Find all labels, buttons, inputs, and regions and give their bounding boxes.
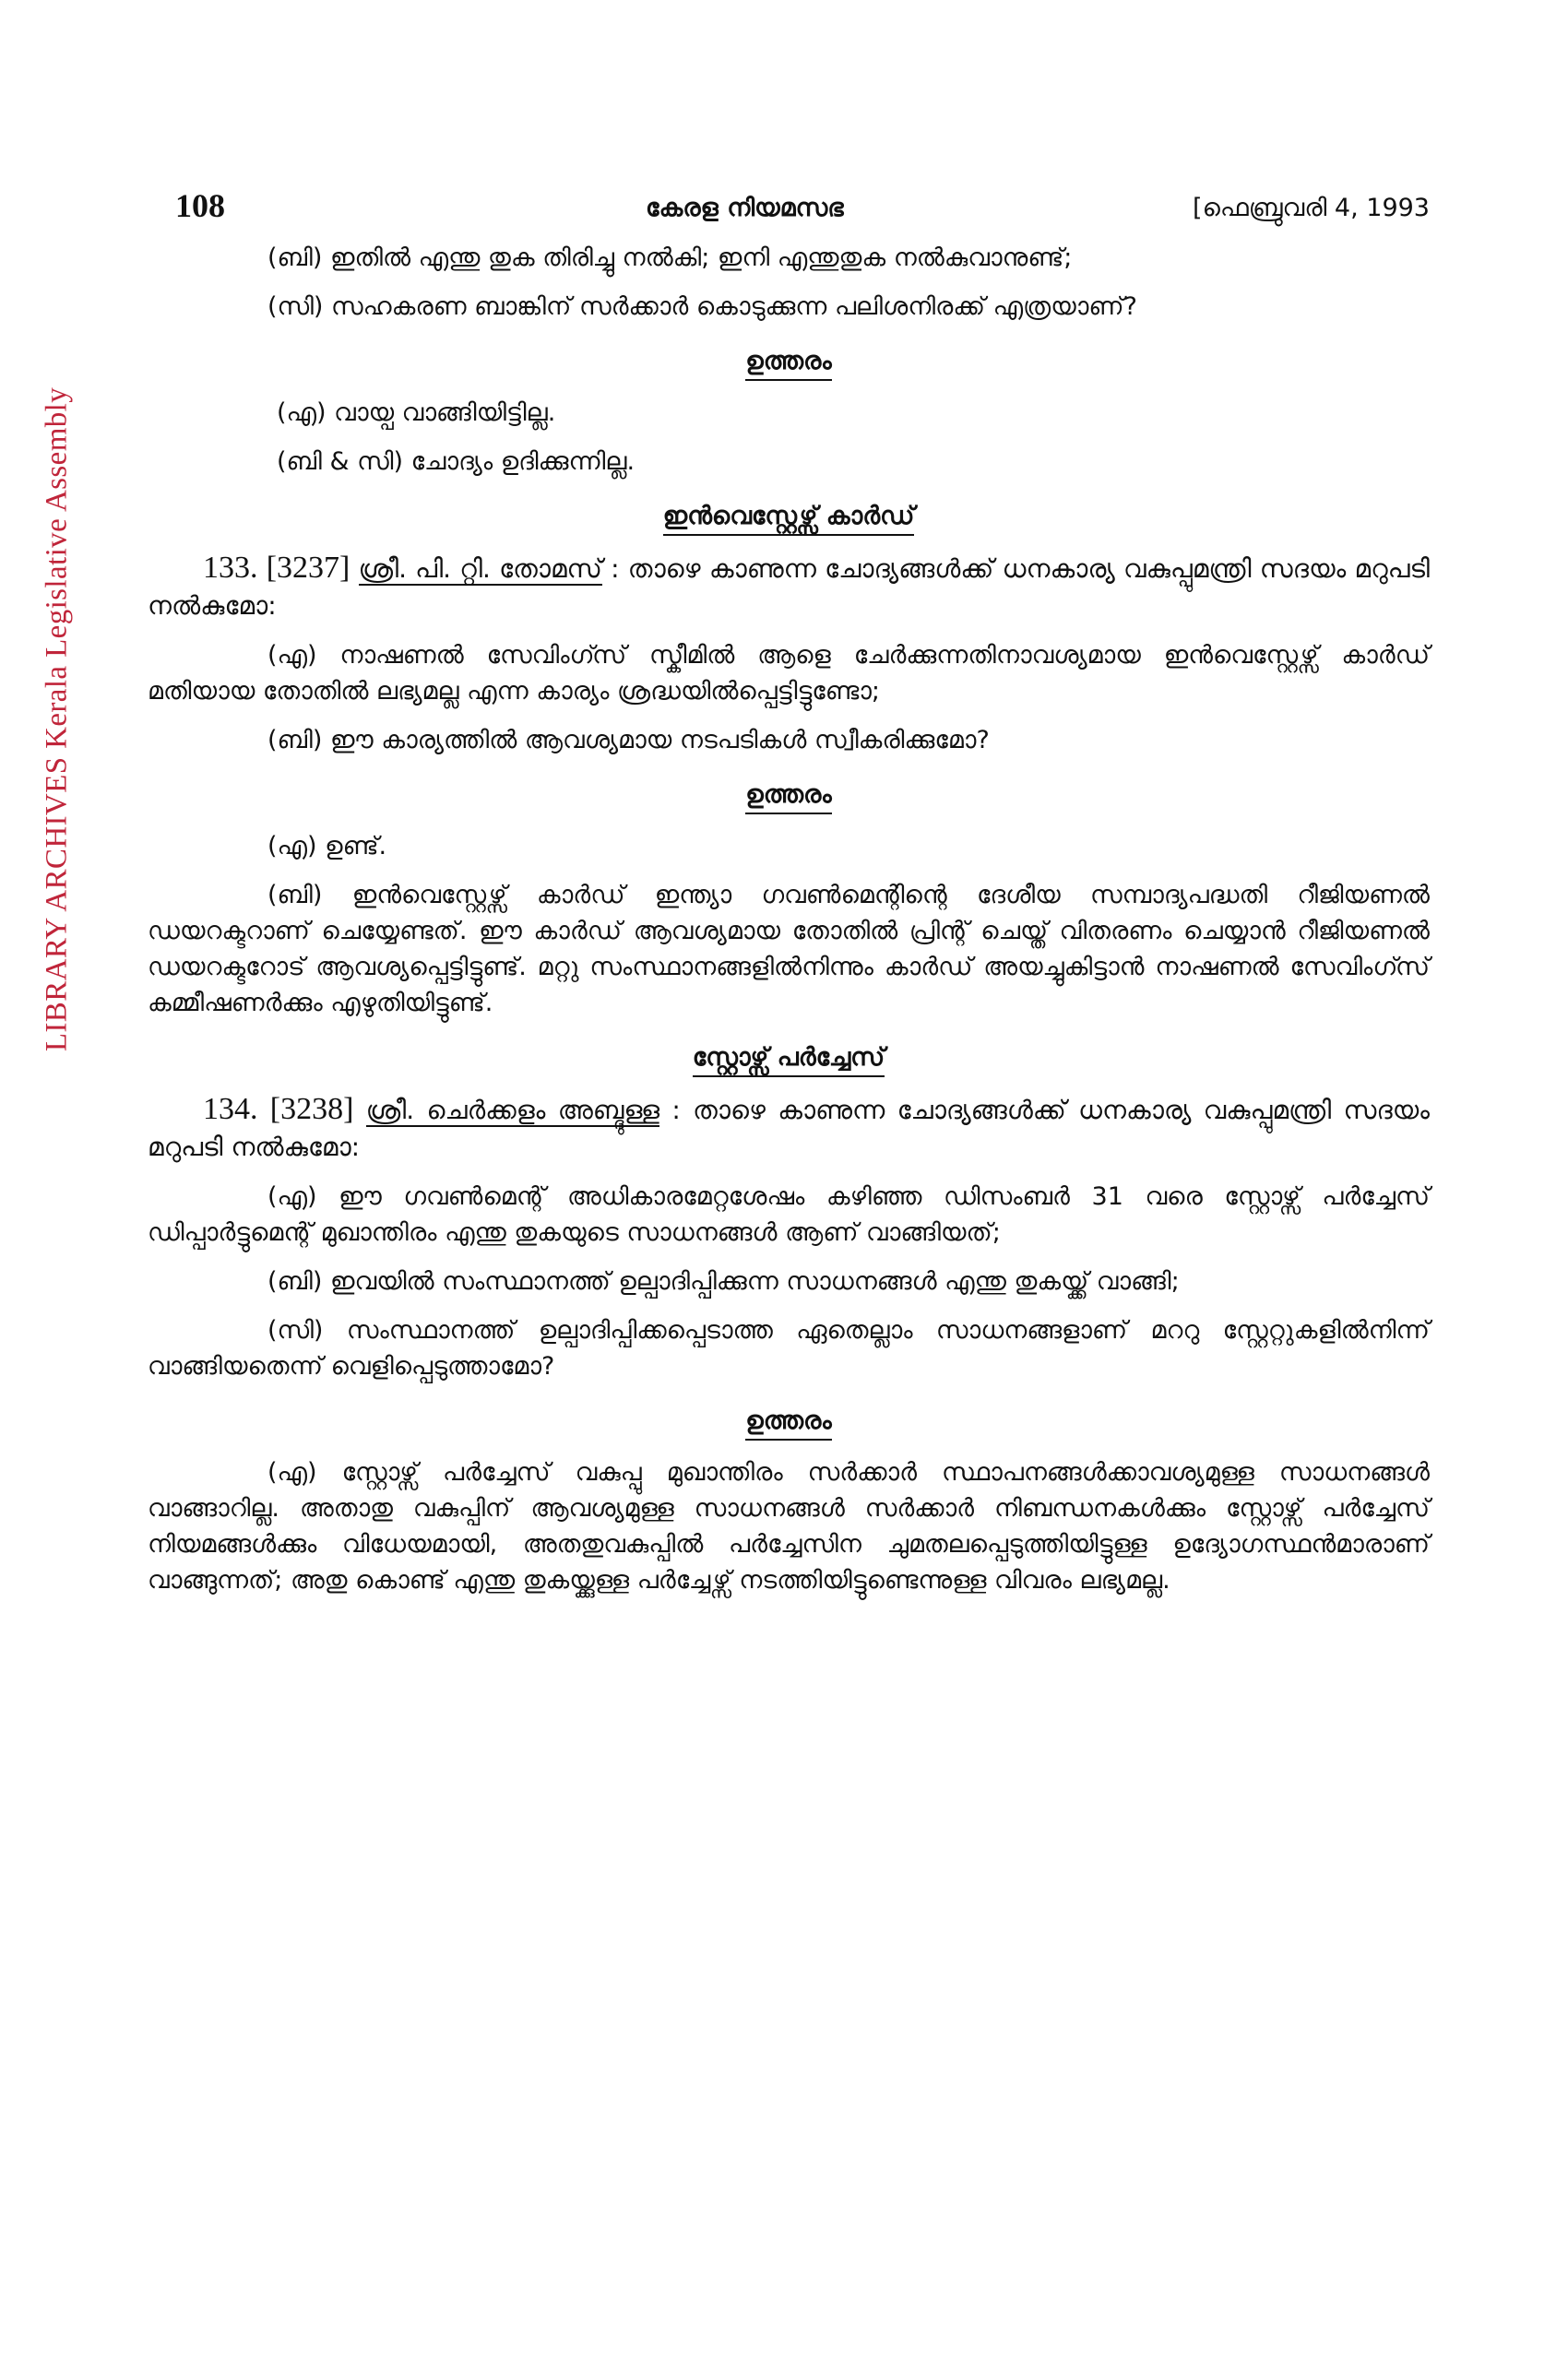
archive-watermark: LIBRARY ARCHIVES Kerala Legislative Assembly <box>40 386 74 1052</box>
question-part-b: (ബി) ഇതിൽ എന്തു തുക തിരിച്ചു നൽകി; ഇനി എന്തുതുക നൽകുവാനുണ്ട്; <box>267 243 1073 272</box>
question-number: 134. <box>203 1092 258 1126</box>
page-date: [ഫെബ്രുവരി 4, 1993 <box>1193 194 1430 222</box>
section-heading-stores-purchase: സ്റ്റോഴ്സ് പർച്ചേസ് <box>148 1043 1430 1073</box>
question-133-part-b: (ബി) ഈ കാര്യത്തിൽ ആവശ്യമായ നടപടികൾ സ്വീകരിക്കുമോ? <box>267 726 990 754</box>
section-heading-investors-card: ഇൻവെസ്റ്റേഴ്സ് കാർഡ് <box>148 502 1430 531</box>
answer-133-part-a: (എ) ഉണ്ട്. <box>267 832 387 860</box>
question-134-intro <box>148 1091 1430 1166</box>
answer-part-bc: (ബി & സി) ചോദ്യം ഉദിക്കുന്നില്ല. <box>277 447 636 476</box>
answer-heading: ഉത്തരം <box>148 347 1430 376</box>
question-133-intro <box>148 550 1430 624</box>
answer-134-part-a: (എ) സ്റ്റോഴ്സ് പർച്ചേസ് വകുപ്പു മുഖാന്തിരം സർക്കാർ സ്ഥാപനങ്ങൾക്കാവശ്യമുള്ള സാധനങ്ങൾ വാങ്ങാറില്ല. അതാതു വകുപ്പിന് ആവശ്യമുള്ള സാധനങ്ങൾ സർക്കാർ നിബന്ധനകൾക്കും സ്റ്റോഴ്സ് പർച്ചേസ് നിയമങ്ങൾക്കും വിധേയമായി, അതതുവകുപ്പിൽ പർച്ചേസിന ചുമതലപ്പെടുത്തിയിട്ടുള്ള ഉദ്യോഗസ്ഥൻമാരാണ് വാങ്ങുന്നത്; അതു കൊണ്ട് എന്തു തുകയ്ക്കുള്ള പർച്ചേഴ്സ് നടത്തിയിട്ടുണ്ടെന്നുള്ള വിവരം ലഭ്യമല്ല. <box>148 1458 1430 1595</box>
question-134-part-a: (എ) ഈ ഗവൺമെന്റ് അധികാരമേറ്റശേഷം കഴിഞ്ഞ ഡിസംബർ 31 വരെ സ്റ്റോഴ്സ് പർച്ചേസ് ഡിപ്പാർട്ടുമെന്റ് മുഖാന്തിരം എന്തു തുകയുടെ സാധനങ്ങൾ ആണ് വാങ്ങിയത്; <box>148 1182 1430 1247</box>
question-part-c: (സി) സഹകരണ ബാങ്കിന് സർക്കാർ കൊടുക്കുന്ന പലിശനിരക്ക് എത്രയാണ്? <box>267 292 1137 321</box>
publication-title: കേരള നിയമസഭ <box>646 194 844 222</box>
question-intro-text: : താഴെ കാണുന്ന ചോദ്യങ്ങൾക്ക് ധനകാര്യ വകുപ്പുമന്ത്രി സദയം മറുപടി നൽകുമോ: <box>148 1095 1431 1162</box>
question-number: 133. <box>203 551 258 585</box>
running-header <box>148 184 1430 240</box>
answer-133-part-b: (ബി) ഇൻവെസ്റ്റേഴ്സ് കാർഡ് ഇന്ത്യാ ഗവൺമെന്റിന്റെ ദേശീയ സമ്പാദ്യപദ്ധതി റീജിയണൽ ഡയറക്ടറാണ് ചെയ്യേണ്ടത്. ഈ കാർഡ് ആവശ്യമായ തോതിൽ പ്രിന്റ് ചെയ്ത് വിതരണം ചെയ്യാൻ റീജിയണൽ ഡയറക്ടറോട് ആവശ്യപ്പെട്ടിട്ടുണ്ട്. മറ്റു സംസ്ഥാനങ്ങളിൽനിന്നും കാർഡ് അയച്ചുകിട്ടാൻ നാഷണൽ സേവിംഗ്സ് കമ്മീഷണർക്കും എഴുതിയിട്ടുണ്ട്. <box>148 881 1430 1017</box>
question-intro-text: : താഴെ കാണുന്ന ചോദ്യങ്ങൾക്ക് ധനകാര്യ വകുപ്പുമന്ത്രി സദയം മറുപടി നൽകുമോ: <box>148 553 1430 621</box>
answer-part-a: (എ) വായ്പ വാങ്ങിയിട്ടില്ല. <box>277 398 556 427</box>
question-ref: [3237] <box>266 551 350 585</box>
page-content <box>148 184 1430 1598</box>
member-name: ശ്രീ. ചെർക്കളം അബ്ദുള്ള <box>365 1095 660 1125</box>
member-name: ശ്രീ. പി. റ്റി. തോമസ് <box>358 553 602 584</box>
question-134-part-c: (സി) സംസ്ഥാനത്ത് ഉല്പാദിപ്പിക്കപ്പെടാത്ത ഏതെല്ലാം സാധനങ്ങളാണ് മററു സ്റ്റേറ്റുകളിൽനിന്ന് വാങ്ങിയതെന്ന് വെളിപ്പെടുത്താമോ? <box>148 1316 1430 1381</box>
question-133-part-a: (എ) നാഷണൽ സേവിംഗ്സ് സ്കീമിൽ ആളെ ചേർക്കുന്നതിനാവശ്യമായ ഇൻവെസ്റ്റേഴ്സ് കാർഡ് മതിയായ തോതിൽ ലഭ്യമല്ല എന്ന കാര്യം ശ്രദ്ധയിൽപ്പെട്ടിട്ടുണ്ടോ; <box>148 641 1430 706</box>
answer-heading: ഉത്തരം <box>148 1406 1430 1436</box>
question-ref: [3238] <box>269 1092 354 1126</box>
question-134-part-b: (ബി) ഇവയിൽ സംസ്ഥാനത്ത് ഉല്പാദിപ്പിക്കുന്ന സാധനങ്ങൾ എന്തു തുകയ്ക്ക് വാങ്ങി; <box>267 1267 1180 1296</box>
page-number: 108 <box>175 187 225 224</box>
answer-heading: ഉത്തരം <box>148 780 1430 810</box>
